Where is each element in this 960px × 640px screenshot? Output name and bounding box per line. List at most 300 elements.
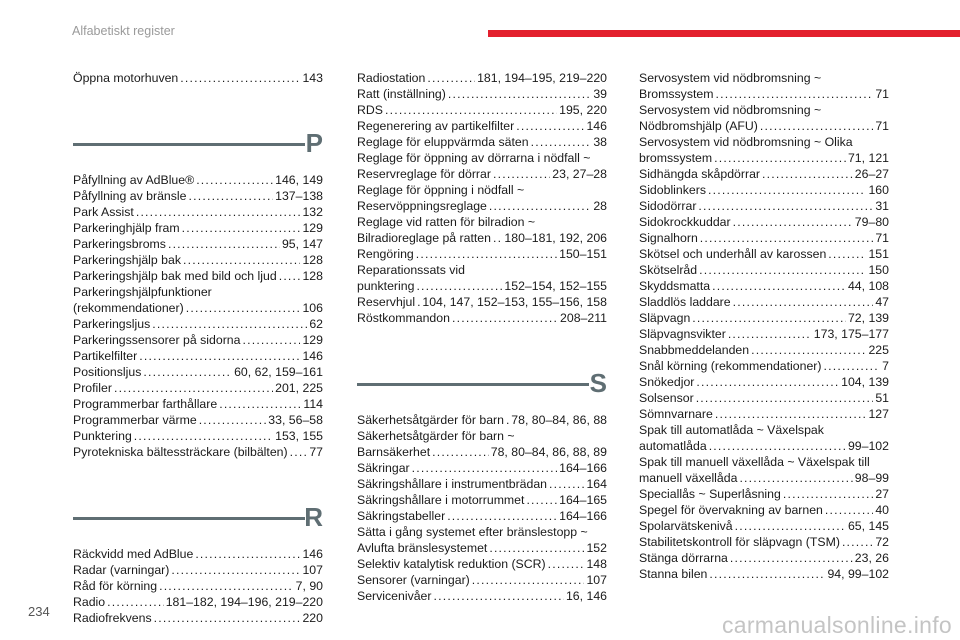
dot-leader [760,118,873,134]
dot-leader [417,294,420,310]
entry-term: Punktering [73,429,132,443]
index-entry [73,444,323,460]
entry-term: Park Assist [73,205,134,219]
entry-term: punktering [357,279,415,293]
entry-pages[interactable]: 129 [302,221,323,235]
index-entry [639,518,889,534]
entry-term: Släpvagnsvikter [639,327,726,341]
section-header [357,366,607,406]
entry-term: Speciallås ~ Superlåsning [639,487,781,501]
entry-term: Servosystem vid nödbromsning ~ [639,103,822,117]
dot-leader [188,188,273,204]
entry-term: Reparationssats vid [357,263,465,277]
entry-pages[interactable]: 26–27 [854,167,889,181]
entry-pages[interactable]: 146 [302,349,323,363]
dot-leader [696,390,874,406]
index-entry [639,70,889,102]
dot-leader [733,294,874,310]
entry-pages[interactable]: 98–99 [854,471,889,485]
entry-pages[interactable]: 160 [868,183,889,197]
dot-leader [427,70,475,86]
index-entry [639,422,889,454]
dot-leader [136,204,301,220]
index-entry [639,278,889,294]
dot-leader [171,562,300,578]
dot-leader [712,278,846,294]
index-column-2 [357,70,607,604]
index-entry [73,284,323,316]
entry-term: Programmerbar värme [73,413,197,427]
entry-pages[interactable]: 77 [309,445,323,459]
dot-leader [134,428,273,444]
dot-leader [709,438,846,454]
dot-leader [472,572,585,588]
entry-pages[interactable]: 127 [868,407,889,421]
index-entry [73,204,323,220]
entry-term: Servosystem vid nödbromsning ~ Olika [639,135,853,149]
entry-pages[interactable]: 33, 56–58 [268,413,323,427]
entry-term: Reservhjul [357,295,416,309]
dot-leader [242,332,300,348]
entry-pages[interactable]: 225 [868,343,889,357]
entry-term: Skötselråd [639,263,698,277]
section-letter: S [589,368,607,398]
page-header-title: Alfabetiskt register [72,24,175,38]
entry-pages[interactable]: 220 [302,611,323,625]
index-entry [73,220,323,236]
entry-pages[interactable]: 51 [875,391,889,405]
index-entry [73,172,323,188]
index-entry [73,252,323,268]
entry-pages[interactable]: 62 [309,317,323,331]
index-entry [639,294,889,310]
index-entry [639,486,889,502]
index-entry [357,70,607,86]
index-entry [357,460,607,476]
index-entry [357,182,607,214]
dot-leader [432,444,489,460]
entry-term: Skyddsmatta [639,279,711,293]
entry-pages[interactable]: 164–165 [559,493,607,507]
index-entry [73,562,323,578]
index-entry [73,332,323,348]
entry-term: Säkerhetsåtgärder för barn [357,413,504,427]
index-entry [73,70,323,86]
index-entry [639,406,889,422]
index-entry [357,556,607,572]
entry-term: Snökedjor [639,375,695,389]
entry-pages[interactable]: 95, 147 [281,237,323,251]
dot-leader [416,278,502,294]
index-entry [639,214,889,230]
entry-pages[interactable]: 39 [593,87,607,101]
dot-leader [696,374,839,390]
dot-leader [733,214,853,230]
entry-pages[interactable]: 180–181, 192, 206 [504,231,607,245]
entry-term: Signalhorn [639,231,698,245]
entry-pages[interactable]: 129 [302,333,323,347]
index-entry [639,230,889,246]
dot-leader [434,588,564,604]
entry-pages[interactable]: 78, 80–84, 86, 88 [511,413,607,427]
index-entry [357,294,607,310]
entry-pages[interactable]: 27 [875,487,889,501]
entry-term: Servicenivåer [357,589,432,603]
dot-leader [154,610,301,626]
dot-leader [824,358,881,374]
entry-pages[interactable]: 146 [302,547,323,561]
dot-leader [735,518,846,534]
dot-leader [548,556,585,572]
entry-term: Ratt (inställning) [357,87,446,101]
index-entry [357,524,607,556]
entry-term: Sätta i gång systemet efter bränslestopp ~ [357,525,588,539]
entry-pages[interactable]: 152–154, 152–155 [504,279,607,293]
index-entry [73,412,323,428]
entry-term: manuell växellåda [639,471,738,485]
index-entry [639,390,889,406]
entry-pages[interactable]: 99–102 [847,439,889,453]
dot-leader [447,508,557,524]
index-entry [639,358,889,374]
entry-term: Säkringshållare i instrumentbrädan [357,477,548,491]
entry-term: Sensorer (varningar) [357,573,470,587]
entry-pages[interactable]: 65, 145 [847,519,889,533]
index-entry [73,594,323,610]
entry-term: Reglage för eluppvärmda säten [357,135,529,149]
entry-term: Sömnvarnare [639,407,713,421]
entry-term: Reglage för öppning i nödfall ~ [357,183,525,197]
entry-pages[interactable]: 164–166 [559,509,607,523]
index-entry [73,268,323,284]
index-entry [73,348,323,364]
dot-leader [715,86,873,102]
dot-leader [699,262,866,278]
entry-pages[interactable]: 94, 99–102 [827,567,889,581]
entry-term: bromssystem [639,151,713,165]
entry-pages[interactable]: 71 [875,119,889,133]
entry-pages[interactable]: 23, 26 [854,551,889,565]
entry-pages[interactable]: 60, 62, 159–161 [234,365,323,379]
entry-pages[interactable]: 114 [303,397,323,411]
entry-term: Röstkommandon [357,311,450,325]
entry-term: Säkerhetsåtgärder för barn ~ [357,429,515,443]
entry-term: Påfyllning av bränsle [73,189,187,203]
section-header [73,500,323,540]
section-letter: P [305,128,323,158]
section-header [73,126,323,166]
dot-leader [448,86,591,102]
entry-term: Nödbromshjälp (AFU) [639,119,758,133]
section-divider [73,517,305,520]
entry-pages[interactable]: 47 [875,295,889,309]
entry-term: Regenerering av partikelfilter [357,119,515,133]
entry-term: Avlufta bränslesystemet [357,541,488,555]
entry-pages[interactable]: 71, 121 [847,151,889,165]
section-divider [357,383,589,386]
entry-term: Stanna bilen [639,567,708,581]
dot-leader [526,492,557,508]
entry-pages[interactable]: 151 [868,247,889,261]
entry-term: Barnsäkerhet [357,445,431,459]
index-entry [357,246,607,262]
dot-leader [452,310,558,326]
entry-term: Servosystem vid nödbromsning ~ [639,71,822,85]
dot-leader [783,486,873,502]
entry-pages[interactable]: 150–151 [559,247,607,261]
dot-leader [828,246,866,262]
dot-leader [842,534,873,550]
entry-pages[interactable]: 181–182, 194–196, 219–220 [165,595,323,609]
entry-pages[interactable]: 72, 139 [847,311,889,325]
entry-pages[interactable]: 164 [586,477,607,491]
entry-term: Snabbmeddelanden [639,343,750,357]
entry-term: Sidokrockkuddar [639,215,731,229]
entry-term: Öppna motorhuven [73,71,179,85]
entry-term: Säkringstabeller [357,509,446,523]
entry-pages[interactable]: 128 [302,253,323,267]
entry-pages[interactable]: 28 [593,199,607,213]
dot-leader [143,364,232,380]
entry-pages[interactable]: 181, 194–195, 219–220 [477,71,607,85]
entry-term: Pyrotekniska bältessträckare (bilbälten) [73,445,288,459]
dot-leader [168,236,280,252]
dot-leader [107,594,164,610]
index-entry [639,134,889,166]
entry-pages[interactable]: 104, 147, 152–153, 155–156, 158 [422,295,607,309]
dot-leader [692,310,846,326]
entry-pages[interactable]: 23, 27–28 [552,167,607,181]
index-entry [357,150,607,182]
entry-term: Partikelfilter [73,349,138,363]
entry-pages[interactable]: 132 [302,205,323,219]
entry-pages[interactable]: 195, 220 [559,103,607,117]
entry-pages[interactable]: 72 [875,535,889,549]
dot-leader [751,342,866,358]
entry-term: Selektiv katalytisk reduktion (SCR) [357,557,546,571]
watermark: carmanualsonline.info [721,612,952,638]
dot-leader [196,172,273,188]
dot-leader [180,70,300,86]
entry-pages[interactable]: 153, 155 [275,429,323,443]
entry-pages[interactable]: 71 [875,231,889,245]
entry-pages[interactable]: 208–211 [560,311,607,325]
entry-term: Sidoblinkers [639,183,706,197]
dot-leader [152,316,307,332]
entry-pages[interactable]: 146 [586,119,607,133]
dot-leader [186,300,301,316]
entry-term: Bilradioreglage på ratten [357,231,491,245]
entry-term: Parkeringshjälp bak med bild och ljud [73,269,277,283]
entry-term: Sidodörrar [639,199,697,213]
entry-term: Spolarvätskenivå [639,519,733,533]
dot-leader [182,220,301,236]
index-entry [357,214,607,246]
index-entry [73,610,323,626]
entry-term: Reglage för öppning av dörrarna i nödfall ~ [357,151,591,165]
entry-pages[interactable]: 106 [302,301,323,315]
entry-pages[interactable]: 38 [593,135,607,149]
dot-leader [714,150,846,166]
index-entry [639,102,889,134]
index-entry [639,310,889,326]
index-entry [73,578,323,594]
entry-term: Skötsel och underhåll av karossen [639,247,827,261]
index-entry [73,380,323,396]
index-entry [357,310,607,326]
dot-leader [290,444,308,460]
index-column-1 [73,70,323,626]
entry-term: Parkeringshjälp bak [73,253,182,267]
index-entry [357,86,607,102]
dot-leader [708,182,866,198]
dot-leader [385,102,557,118]
dot-leader [698,198,873,214]
entry-term: Påfyllning av AdBlue® [73,173,195,187]
dot-leader [416,246,557,262]
entry-term: Radiostation [357,71,426,85]
section-letter: R [304,502,323,532]
index-entry [73,396,323,412]
entry-term: Parkeringhjälp fram [73,221,180,235]
entry-pages[interactable]: 78, 80–84, 86, 88, 89 [490,445,607,459]
index-entry [73,364,323,380]
entry-term: Parkeringsbroms [73,237,166,251]
index-entry [357,134,607,150]
entry-pages[interactable]: 7 [882,359,889,373]
entry-term: Parkeringshjälpfunktioner [73,285,212,299]
entry-pages[interactable]: 71 [875,87,889,101]
entry-pages[interactable]: 164–166 [559,461,607,475]
entry-term: Rengöring [357,247,414,261]
entry-term: Säkringshållare i motorrummet [357,493,525,507]
entry-term: Räckvidd med AdBlue [73,547,194,561]
entry-pages[interactable]: 7, 90 [295,579,323,593]
dot-leader [709,566,825,582]
dot-leader [195,546,300,562]
index-column-3 [639,70,889,582]
dot-leader [493,230,502,246]
dot-leader [219,396,301,412]
entry-pages[interactable]: 150 [868,263,889,277]
index-entry [73,316,323,332]
entry-term: RDS [357,103,383,117]
index-entry [357,476,607,492]
entry-pages[interactable]: 40 [875,503,889,517]
index-entry [639,198,889,214]
index-entry [357,412,607,428]
index-entry [357,118,607,134]
entry-pages[interactable]: 107 [586,573,607,587]
index-entry [73,546,323,562]
index-entry [639,374,889,390]
index-entry [639,454,889,486]
index-entry [357,572,607,588]
index-entry [639,566,889,582]
dot-leader [199,412,267,428]
index-entry [73,428,323,444]
entry-term: Spak till manuell växellåda ~ Växelspak till [639,455,870,469]
entry-pages[interactable]: 16, 146 [565,589,607,603]
entry-term: Solsensor [639,391,694,405]
entry-pages[interactable]: 148 [586,557,607,571]
dot-leader [279,268,301,284]
dot-leader [159,578,294,594]
entry-pages[interactable]: 146, 149 [275,173,323,187]
entry-term: Råd för körning [73,579,158,593]
entry-term: Reglage vid ratten för bilradion ~ [357,215,536,229]
index-entry [639,502,889,518]
entry-term: Spak till automatlåda ~ Växelspak [639,423,824,437]
entry-term: Radio [73,595,106,609]
dot-leader [825,502,873,518]
index-entry [357,428,607,460]
dot-leader [489,540,584,556]
entry-term: Sladdlös laddare [639,295,731,309]
entry-pages[interactable]: 104, 139 [841,375,889,389]
index-entry [357,102,607,118]
entry-term: Positionsljus [73,365,142,379]
dot-leader [762,166,853,182]
index-entry [639,534,889,550]
index-entry [357,492,607,508]
dot-leader [493,166,550,182]
dot-leader [549,476,584,492]
entry-term: Parkeringssensorer på sidorna [73,333,241,347]
index-entry [357,508,607,524]
dot-leader [506,412,509,428]
dot-leader [114,380,273,396]
entry-pages[interactable]: 44, 108 [847,279,889,293]
index-entry [639,182,889,198]
index-entry [73,236,323,252]
entry-pages[interactable]: 143 [302,71,323,85]
entry-term: Programmerbar farthållare [73,397,218,411]
index-entry [357,588,607,604]
dot-leader [739,470,852,486]
entry-pages[interactable]: 79–80 [854,215,889,229]
section-divider [73,143,305,146]
entry-term: Släpvagn [639,311,691,325]
entry-pages[interactable]: 201, 225 [275,381,323,395]
dot-leader [700,230,874,246]
header-accent-bar [488,30,960,37]
dot-leader [183,252,300,268]
entry-term: Reservreglage för dörrar [357,167,491,181]
entry-term: Reservöppningsreglage [357,199,487,213]
entry-pages[interactable]: 128 [302,269,323,283]
index-entry [639,166,889,182]
entry-term: Bromssystem [639,87,714,101]
entry-pages[interactable]: 107 [302,563,323,577]
dot-leader [728,326,812,342]
entry-term: Radiofrekvens [73,611,152,625]
entry-pages[interactable]: 31 [875,199,889,213]
entry-term: Profiler [73,381,112,395]
entry-term: Spegel för övervakning av barnen [639,503,823,517]
entry-term: Parkeringsljus [73,317,151,331]
index-entry [639,550,889,566]
index-entry [357,262,607,294]
dot-leader [531,134,592,150]
entry-pages[interactable]: 173, 175–177 [813,327,889,341]
dot-leader [412,460,557,476]
entry-pages[interactable]: 152 [586,541,607,555]
page-number: 234 [28,604,50,619]
entry-term: Radar (varningar) [73,563,170,577]
entry-term: automatlåda [639,439,707,453]
entry-pages[interactable]: 137–138 [275,189,323,203]
